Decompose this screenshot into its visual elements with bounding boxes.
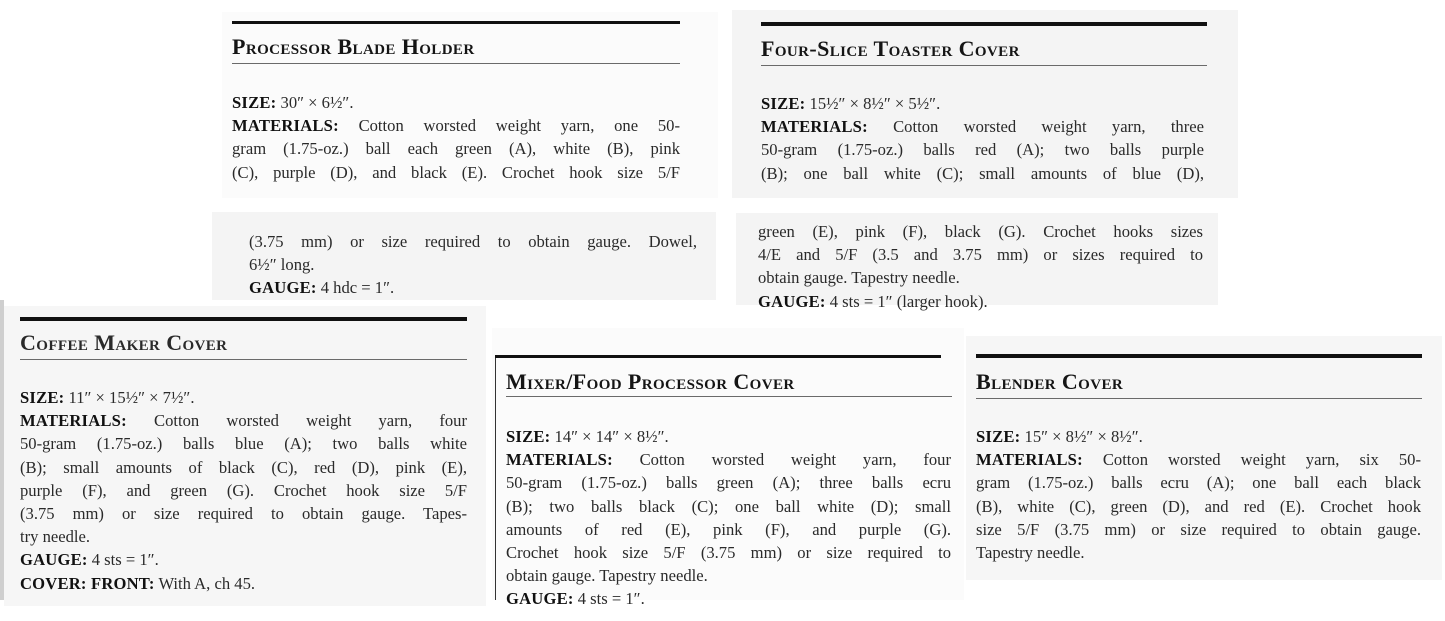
materials-label: MATERIALS:: [761, 117, 868, 137]
materials-line: gram (1.75-oz.) balls ecru (A); one ball each black: [976, 473, 1421, 493]
coffee-maker-cover-panel: [4, 306, 486, 606]
gauge-line: [249, 276, 697, 299]
panel-border: [495, 357, 496, 600]
size-value: 15½″ × 8½″ × 5½″.: [809, 94, 941, 113]
section-title: Mixer/Food Processor Cover: [506, 369, 795, 394]
materials-label: MATERIALS:: [20, 411, 127, 431]
section-body: [232, 91, 680, 184]
section-body-continued: [758, 220, 1203, 313]
materials-text: Cotton worsted weight yarn, four: [154, 411, 467, 431]
gauge-value: 4 sts = 1″ (larger hook).: [829, 291, 988, 311]
size-label: SIZE:: [20, 388, 65, 407]
title-underline: [761, 65, 1207, 66]
materials-line: [232, 114, 680, 137]
gauge-label: GAUGE:: [506, 589, 574, 609]
mixer-food-processor-cover-panel: [492, 328, 964, 609]
size-label: SIZE:: [506, 427, 551, 446]
title-underline: [20, 359, 467, 360]
section-body: [506, 425, 951, 611]
gauge-value: 4 sts = 1″.: [577, 589, 645, 609]
cover-line: [20, 572, 467, 595]
materials-line: (B); small amounts of black (C), red (D), pink (E),: [20, 457, 467, 477]
top-rule: [20, 317, 467, 321]
materials-text: Cotton worsted weight yarn, three: [893, 117, 1204, 137]
gauge-label: GAUGE:: [20, 550, 88, 570]
materials-line: [20, 409, 467, 432]
materials-line: 6½″ long.: [249, 255, 315, 275]
materials-line: Crochet hook size 5/F (3.75 mm) or size required to: [506, 543, 951, 563]
materials-line: obtain gauge. Tapestry needle.: [506, 566, 708, 586]
title-underline: [506, 396, 952, 397]
top-rule: [232, 21, 680, 24]
size-line: [20, 386, 467, 409]
materials-line: (3.75 mm) or size required to obtain gauge. Tapes-: [20, 504, 467, 524]
processor-blade-holder-continuation-panel: [212, 212, 716, 300]
materials-text: Cotton worsted weight yarn, four: [639, 450, 951, 470]
materials-line: (B); one ball white (C); small amounts of blue (D),: [761, 163, 1204, 183]
title-underline: [976, 398, 1422, 399]
section-body: [976, 425, 1421, 564]
materials-line: [506, 448, 951, 471]
section-title: Coffee Maker Cover: [20, 330, 228, 355]
cover-value: With A, ch 45.: [158, 573, 256, 593]
gauge-value: 4 sts = 1″.: [91, 550, 159, 570]
section-body: [761, 92, 1204, 185]
size-label: SIZE:: [232, 93, 277, 112]
gauge-line: [20, 548, 467, 571]
materials-line: 50-gram (1.75-oz.) balls blue (A); two balls white: [20, 434, 467, 454]
top-rule: [761, 22, 1207, 26]
materials-line: try needle.: [20, 527, 91, 547]
size-value: 14″ × 14″ × 8½″.: [554, 427, 669, 446]
materials-line: purple (F), and green (G). Crochet hook size 5/F: [20, 480, 467, 500]
size-line: [976, 425, 1421, 448]
materials-line: 4/E and 5/F (3.5 and 3.75 mm) or sizes required to: [758, 245, 1203, 265]
materials-line: gram (1.75-oz.) ball each green (A), white (B), pink: [232, 139, 680, 159]
gauge-line: [758, 290, 1203, 313]
section-body: [20, 386, 467, 595]
gauge-label: GAUGE:: [758, 291, 826, 311]
four-slice-toaster-cover-continuation-panel: [736, 213, 1218, 311]
materials-label: MATERIALS:: [232, 116, 339, 136]
size-line: [761, 92, 1204, 115]
materials-label: MATERIALS:: [976, 450, 1083, 470]
section-title: Processor Blade Holder: [232, 34, 475, 59]
size-label: SIZE:: [761, 94, 806, 113]
materials-line: Tapestry needle.: [976, 543, 1085, 563]
processor-blade-holder-panel: [222, 12, 718, 198]
section-title: Four-Slice Toaster Cover: [761, 36, 1020, 61]
materials-text: Cotton worsted weight yarn, six 50-: [1102, 450, 1421, 470]
top-rule: [976, 354, 1422, 358]
materials-line: (3.75 mm) or size required to obtain gauge. Dowel,: [249, 232, 697, 251]
section-title: Blender Cover: [976, 369, 1124, 394]
size-line: [506, 425, 951, 448]
cover-label: COVER: FRONT:: [20, 573, 155, 593]
blender-cover-panel: [966, 336, 1442, 580]
materials-line: (B), white (C), green (D), and red (E). Crochet hook: [976, 496, 1421, 516]
size-value: 30″ × 6½″.: [280, 93, 354, 112]
materials-line: amounts of red (E), pink (F), and purple (G).: [506, 519, 951, 539]
materials-line: [761, 115, 1204, 138]
materials-text: Cotton worsted weight yarn, one 50-: [358, 116, 680, 136]
materials-label: MATERIALS:: [506, 450, 613, 470]
size-value: 11″ × 15½″ × 7½″.: [68, 388, 195, 407]
four-slice-toaster-cover-panel: [732, 10, 1238, 198]
gauge-line: [506, 587, 951, 610]
size-value: 15″ × 8½″ × 8½″.: [1024, 427, 1143, 446]
section-body-continued: [249, 230, 697, 300]
materials-line: 50-gram (1.75-oz.) balls green (A); three balls ecru: [506, 473, 951, 493]
size-line: [232, 91, 680, 114]
materials-line: size 5/F (3.75 mm) or size required to obtain gauge.: [976, 519, 1421, 539]
gauge-label: GAUGE:: [249, 278, 317, 298]
top-rule: [495, 355, 941, 358]
title-underline: [232, 63, 680, 64]
size-label: SIZE:: [976, 427, 1021, 446]
materials-line: [976, 448, 1421, 471]
materials-line: green (E), pink (F), black (G). Crochet hooks sizes: [758, 222, 1203, 241]
materials-line: obtain gauge. Tapestry needle.: [758, 268, 960, 288]
gauge-value: 4 hdc = 1″.: [320, 278, 395, 298]
materials-line: 50-gram (1.75-oz.) balls red (A); two balls purple: [761, 140, 1204, 160]
materials-line: (B); two balls black (C); one ball white (D); small: [506, 496, 951, 516]
materials-line: (C), purple (D), and black (E). Crochet hook size 5/F: [232, 162, 680, 182]
